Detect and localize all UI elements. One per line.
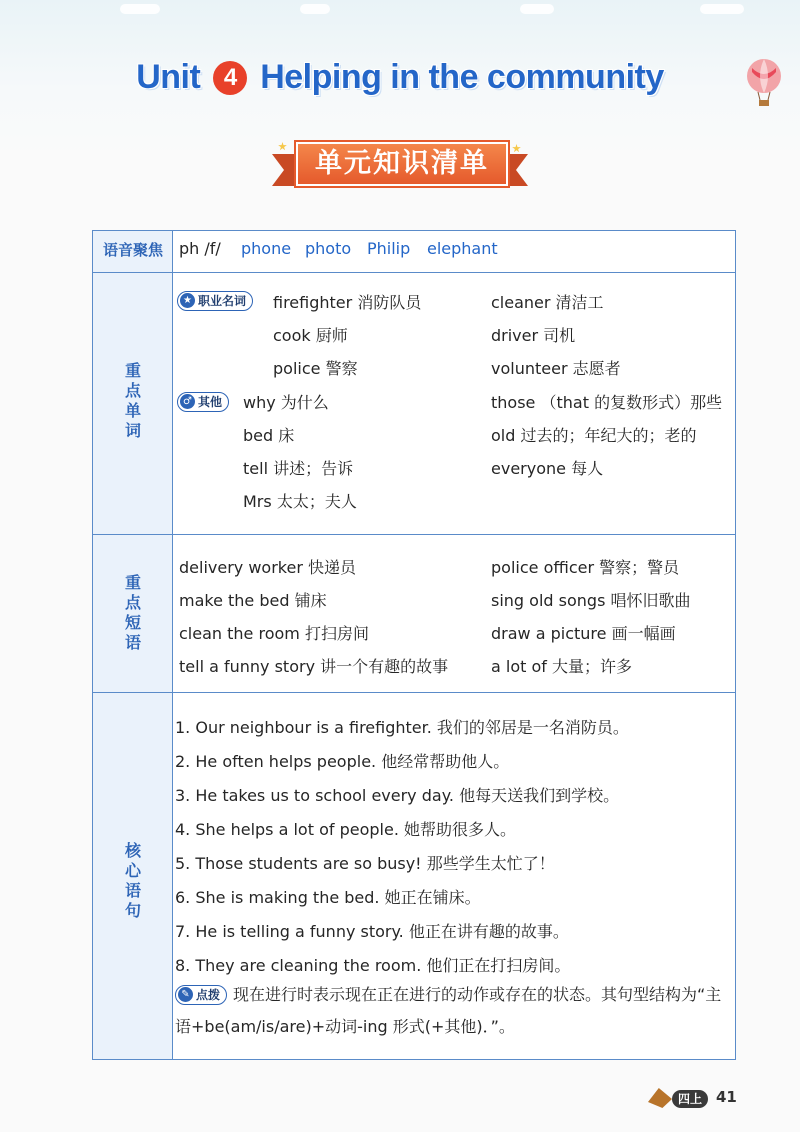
star-icon: ★ bbox=[180, 293, 195, 308]
sentence-item: 4. She helps a lot of people. 她帮助很多人。 bbox=[175, 820, 517, 839]
cloud-decoration bbox=[520, 4, 554, 14]
word-entry: old 过去的；年纪大的；老的 bbox=[491, 426, 697, 445]
cloud-decoration bbox=[700, 4, 744, 14]
sentence-item: 6. She is making the bed. 她正在铺床。 bbox=[175, 888, 481, 907]
phrase-entry: police officer 警察；警员 bbox=[491, 558, 680, 577]
unit-number-badge: 4 bbox=[213, 61, 247, 95]
word-entry: bed 床 bbox=[243, 426, 295, 445]
male-symbol-icon: ♂ bbox=[180, 394, 195, 409]
grade-label: 四上 bbox=[672, 1090, 708, 1108]
word-entry: tell 讲述；告诉 bbox=[243, 459, 354, 478]
cloud-decoration bbox=[300, 4, 330, 14]
sentence-item: 7. He is telling a funny story. 他正在讲有趣的故事。 bbox=[175, 922, 569, 941]
unit-word: Unit bbox=[136, 58, 201, 96]
phrase-entry: a lot of 大量；许多 bbox=[491, 657, 633, 676]
star-icon bbox=[512, 144, 521, 153]
phrase-entry: sing old songs 唱怀旧歌曲 bbox=[491, 591, 691, 610]
ribbon-title: 单元知识清单 bbox=[296, 142, 508, 186]
word-entry: Mrs 太太；夫人 bbox=[243, 492, 357, 511]
sentence-item: 1. Our neighbour is a firefighter. 我们的邻居是一名消防员。 bbox=[175, 718, 629, 737]
sentence-item: 2. He often helps people. 他经常帮助他人。 bbox=[175, 752, 510, 771]
word-entry: driver 司机 bbox=[491, 326, 576, 345]
sentence-item: 3. He takes us to school every day. 他每天送我们到学校。 bbox=[175, 786, 620, 805]
tip-tag: ✎ 点拨 bbox=[175, 985, 227, 1005]
word-entry: cook 厨师 bbox=[273, 326, 348, 345]
knowledge-table bbox=[92, 230, 736, 1060]
key-phrases-row bbox=[93, 535, 735, 693]
core-sentences-row bbox=[93, 693, 735, 1059]
tip-text: 现在进行时表示现在正在进行的动作或存在的状态。其句型结构为“主语+be(am/is/are)+动词-ing 形式(+其他)．”。 bbox=[175, 985, 722, 1036]
bird-icon bbox=[648, 1088, 672, 1108]
row-label: 重 点 单 词 bbox=[93, 273, 173, 534]
word-entry: why 为什么 bbox=[243, 393, 329, 412]
phrase-entry: delivery worker 快递员 bbox=[179, 558, 357, 577]
key-words-row bbox=[93, 273, 735, 535]
sentence-item: 5. Those students are so busy! 那些学生太忙了！ bbox=[175, 854, 555, 873]
page-number: 41 bbox=[716, 1088, 737, 1106]
grammar-tip bbox=[175, 979, 731, 1043]
row-label: 语音聚焦 bbox=[93, 231, 173, 272]
phonics-word: photo bbox=[305, 239, 352, 258]
word-entry: volunteer 志愿者 bbox=[491, 359, 621, 378]
phonics-word: Philip bbox=[367, 239, 411, 258]
unit-title bbox=[0, 58, 800, 97]
cloud-decoration bbox=[120, 4, 160, 14]
sentence-item: 8. They are cleaning the room. 他们正在打扫房间。 bbox=[175, 956, 571, 975]
word-entry: police 警察 bbox=[273, 359, 358, 378]
phrase-entry: clean the room 打扫房间 bbox=[179, 624, 369, 643]
section-ribbon bbox=[272, 138, 528, 194]
star-icon bbox=[278, 142, 287, 151]
lightbulb-icon: ✎ bbox=[178, 987, 193, 1002]
phonics-sound: ph /f/ bbox=[179, 239, 221, 258]
jobs-tag: ★ 职业名词 bbox=[177, 291, 253, 311]
row-label: 核 心 语 句 bbox=[93, 693, 173, 1059]
phrase-entry: make the bed 铺床 bbox=[179, 591, 327, 610]
phonics-word: phone bbox=[241, 239, 292, 258]
page-footer bbox=[648, 1086, 738, 1110]
other-tag: ♂ 其他 bbox=[177, 392, 229, 412]
word-entry: firefighter 消防队员 bbox=[273, 293, 422, 312]
word-entry: cleaner 清洁工 bbox=[491, 293, 604, 312]
phonics-row bbox=[93, 231, 735, 273]
phrase-entry: draw a picture 画一幅画 bbox=[491, 624, 676, 643]
phonics-word: elephant bbox=[427, 239, 498, 258]
unit-name: Helping in the community bbox=[260, 58, 664, 96]
row-label: 重 点 短 语 bbox=[93, 535, 173, 692]
hot-air-balloon-icon bbox=[744, 58, 784, 108]
word-entry: everyone 每人 bbox=[491, 459, 604, 478]
phrase-entry: tell a funny story 讲一个有趣的故事 bbox=[179, 657, 449, 676]
word-entry: those （that 的复数形式）那些 bbox=[491, 393, 723, 412]
